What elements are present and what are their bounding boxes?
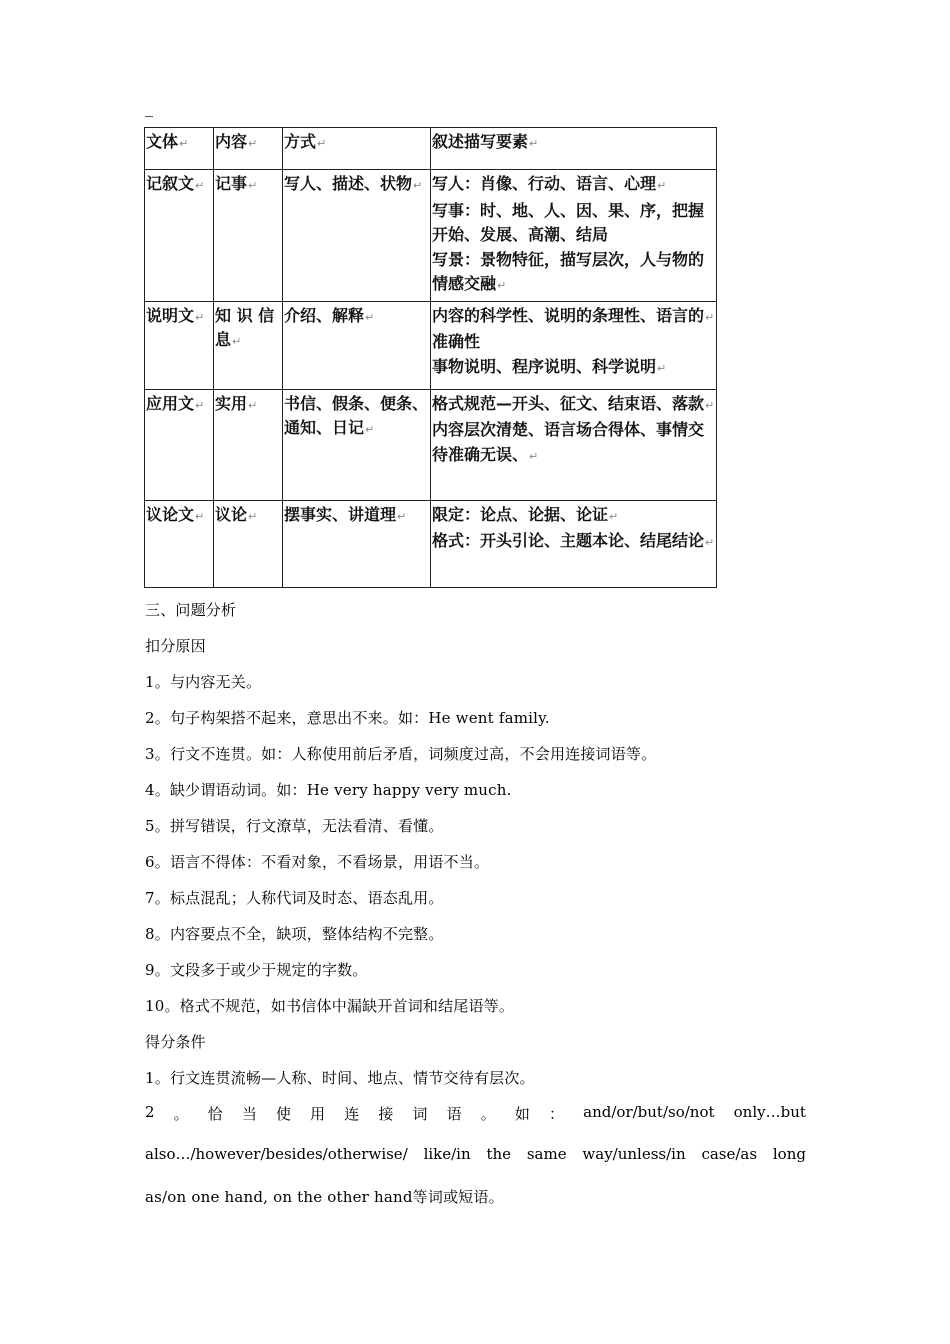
- method-cell: [283, 500, 431, 587]
- word: same: [526, 1145, 567, 1163]
- elements-cell: [431, 301, 717, 389]
- cell-text: 议论↵: [215, 504, 258, 524]
- deduction-item: 5。拼写错误，行文潦草，无法看清、看懂。: [145, 817, 444, 835]
- deduction-item: 8。内容要点不全，缺项，整体结构不完整。: [145, 925, 444, 943]
- score-item-2-line-3: as/on one hand, on the other hand等词或短语。: [145, 1188, 504, 1206]
- cell-text: 事物说明、程序说明、科学说明↵: [432, 356, 667, 376]
- word: case/as: [701, 1145, 758, 1163]
- table-row: [145, 500, 717, 587]
- deduction-item: 1。与内容无关。: [145, 673, 262, 691]
- word: the: [486, 1145, 512, 1163]
- deduction-item: 6。语言不得体：不看对象，不看场景，用语不当。: [145, 853, 490, 871]
- genre-cell: [145, 500, 214, 587]
- header-cell: 方式↵: [283, 128, 431, 170]
- word: 。: [173, 1105, 189, 1123]
- deduction-item: 4。缺少谓语动词。如：He very happy very much.: [145, 781, 512, 799]
- cell-text: 写人、描述、状物↵: [284, 174, 423, 193]
- score-item-2-line-1: [145, 1103, 806, 1124]
- word: long: [772, 1145, 806, 1163]
- cell-text: 说明文↵: [146, 305, 205, 325]
- word: 连: [344, 1105, 360, 1123]
- cell-text: 情感交融↵: [432, 274, 507, 293]
- cell-text: 写人：肖像、行动、语言、心理↵: [432, 174, 667, 193]
- header-cell: 内容↵: [214, 128, 283, 170]
- word: way/unless/in: [582, 1145, 686, 1163]
- content-cell: [214, 301, 283, 389]
- genre-cell: [145, 170, 214, 302]
- stray-mark: [145, 116, 153, 117]
- cell-text: 准确性: [432, 332, 481, 351]
- cell-text: 记叙文↵: [146, 174, 205, 193]
- score-item-2-line-2: [145, 1145, 806, 1163]
- cell-text: 实用↵: [215, 393, 258, 413]
- deduction-item: 7。标点混乱；人称代词及时态、语态乱用。: [145, 889, 444, 907]
- word: 接: [378, 1105, 394, 1123]
- cell-text: 格式规范—开头、征文、结束语、落款↵: [432, 393, 715, 413]
- table-row: [145, 389, 717, 500]
- content-cell: [214, 500, 283, 587]
- deduction-item: 10。格式不规范，如书信体中漏缺开首词和结尾语等。: [145, 997, 515, 1015]
- word: 词: [412, 1105, 428, 1123]
- deduction-item: 2。句子构架搭不起来，意思出不来。如：He went family.: [145, 709, 550, 727]
- cell-text: 议论文↵: [146, 504, 205, 524]
- word: only…but: [733, 1103, 806, 1121]
- content-cell: [214, 170, 283, 302]
- word: also…/however/besides/otherwise/: [145, 1145, 408, 1163]
- cell-text: 书信、假条、便条、: [284, 393, 429, 413]
- cell-text: 开始、发展、高潮、结局: [432, 225, 609, 244]
- cell-text: 介绍、解释↵: [284, 305, 375, 325]
- cell-text: 应用文↵: [146, 393, 205, 413]
- score-heading: 得分条件: [145, 1033, 206, 1051]
- table-row: [145, 301, 717, 389]
- cell-text: 限定：论点、论据、论证↵: [432, 504, 619, 524]
- cell-text: 待准确无误、↵: [432, 444, 539, 464]
- word: 2: [145, 1103, 155, 1121]
- genre-cell: [145, 301, 214, 389]
- cell-text: 写景：景物特征，描写层次，人与物的: [432, 249, 705, 269]
- elements-cell: [431, 500, 717, 587]
- word: and/or/but/so/not: [583, 1103, 715, 1121]
- header-cell: 叙述描写要素↵: [431, 128, 717, 170]
- deduction-item: 3。行文不连贯。如：人称使用前后矛盾，词频度过高，不会用连接词语等。: [145, 745, 657, 763]
- word: 当: [241, 1105, 257, 1123]
- cell-text: 摆事实、讲道理↵: [284, 504, 407, 524]
- cell-text: 内容层次清楚、语言场合得体、事情交: [432, 420, 705, 439]
- cell-text: 记事↵: [215, 174, 258, 193]
- word: 使: [276, 1105, 292, 1123]
- word: 如: [514, 1105, 530, 1123]
- word: 。: [480, 1105, 496, 1123]
- method-cell: [283, 389, 431, 500]
- word: ：: [549, 1105, 565, 1123]
- cell-text: 知 识 信: [215, 305, 275, 325]
- deduction-item: 9。文段多于或少于规定的字数。: [145, 961, 368, 979]
- cell-text: 写事：时、地、人、因、果、序，把握: [432, 200, 705, 220]
- content-cell: [214, 389, 283, 500]
- word: 恰: [207, 1105, 223, 1123]
- table-row: [145, 170, 717, 302]
- cell-text: 格式：开头引论、主题本论、结尾结论↵: [432, 531, 715, 550]
- elements-cell: [431, 170, 717, 302]
- word: 语: [446, 1105, 462, 1123]
- section-title: 三、问题分析: [145, 601, 237, 619]
- cell-text: 内容的科学性、说明的条理性、语言的↵: [432, 305, 715, 325]
- header-cell: 文体↵: [145, 128, 214, 170]
- word: like/in: [423, 1145, 471, 1163]
- method-cell: [283, 170, 431, 302]
- genre-cell: [145, 389, 214, 500]
- cell-text: 通知、日记↵: [284, 418, 375, 437]
- genre-table: [144, 127, 717, 588]
- cell-text: 息↵: [215, 330, 242, 349]
- table-header-row: [145, 128, 717, 170]
- deduction-heading: 扣分原因: [145, 637, 206, 655]
- elements-cell: [431, 389, 717, 500]
- method-cell: [283, 301, 431, 389]
- word: 用: [310, 1105, 326, 1123]
- score-item: 1。行文连贯流畅—人称、时间、地点、情节交待有层次。: [145, 1069, 535, 1087]
